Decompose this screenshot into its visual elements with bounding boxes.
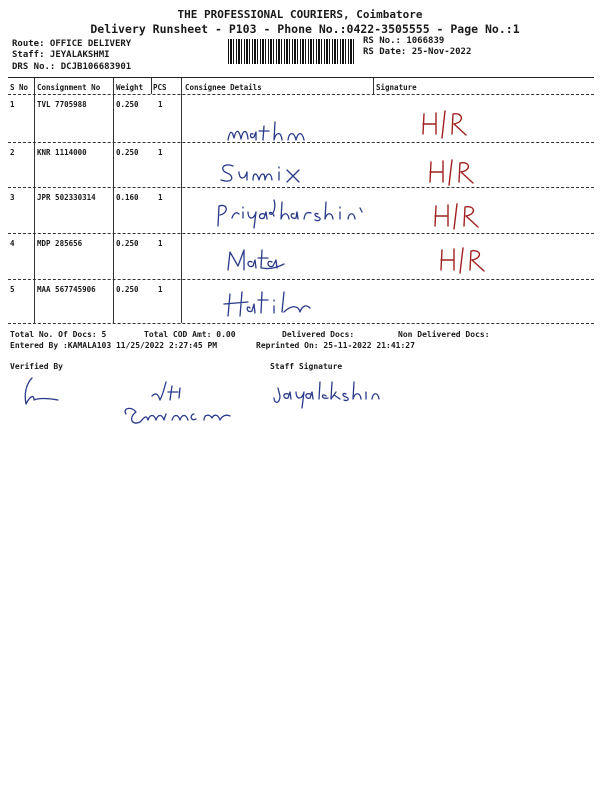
row-divider xyxy=(8,233,594,234)
row-sno: 2 xyxy=(10,148,15,157)
consignee-handwriting xyxy=(220,116,330,144)
table-bottom-rule xyxy=(8,323,594,324)
row-divider xyxy=(8,187,594,188)
drs-number: DRS No.: DCJB106683901 xyxy=(12,62,132,72)
row-consignment: KNR 1114000 xyxy=(37,148,87,157)
signature-handwriting xyxy=(425,158,485,186)
row-consignment: MAA 567745906 xyxy=(37,285,96,294)
row-divider xyxy=(8,279,594,280)
row-consignment: MDP 285656 xyxy=(37,239,83,248)
runsheet-subtitle: Delivery Runsheet - P103 - Phone No.:0422-3505555 - Page No.:1 xyxy=(90,22,520,36)
row-weight: 0.160 xyxy=(116,193,139,202)
rs-number: RS No.: 1066839 xyxy=(363,36,445,46)
verified-by-label: Verified By xyxy=(10,362,63,371)
rs-date: RS Date: 25-Nov-2022 xyxy=(363,47,472,57)
row-pcs: 1 xyxy=(158,193,163,202)
row-pcs: 1 xyxy=(158,239,163,248)
column-divider xyxy=(181,78,182,323)
row-consignment: TVL 7705988 xyxy=(37,100,87,109)
signature-handwriting xyxy=(430,202,490,230)
route-label: Route: OFFICE DELIVERY xyxy=(12,39,132,49)
reprinted-on: Reprinted On: 25-11-2022 21:41:27 xyxy=(256,341,415,350)
column-divider xyxy=(34,78,35,323)
col-header-signature: Signature xyxy=(376,83,417,92)
col-header-weight: Weight xyxy=(116,83,144,92)
consignee-handwriting xyxy=(220,286,340,320)
col-header-consignee: Consignee Details xyxy=(185,83,262,92)
row-weight: 0.250 xyxy=(116,148,139,157)
signature-handwriting xyxy=(436,246,496,274)
header-rule xyxy=(8,94,594,95)
row-sno: 1 xyxy=(10,100,15,109)
row-pcs: 1 xyxy=(158,285,163,294)
row-weight: 0.250 xyxy=(116,100,139,109)
consignee-handwriting xyxy=(222,244,302,274)
row-weight: 0.250 xyxy=(116,285,139,294)
staff-signature xyxy=(270,378,390,414)
row-pcs: 1 xyxy=(158,100,163,109)
total-cod: Total COD Amt: 0.00 xyxy=(144,330,236,339)
consignee-handwriting xyxy=(212,198,382,230)
column-divider xyxy=(113,78,114,323)
non-delivered-docs: Non Delivered Docs: xyxy=(398,330,490,339)
row-consignment: JPR 502330314 xyxy=(37,193,96,202)
row-pcs: 1 xyxy=(158,148,163,157)
staff-signature-label: Staff Signature xyxy=(270,362,343,371)
company-title: THE PROFESSIONAL COURIERS, Coimbatore xyxy=(177,8,423,21)
total-docs: Total No. Of Docs: 5 xyxy=(10,330,107,339)
row-sno: 4 xyxy=(10,239,15,248)
staff-label: Staff: JEYALAKSHMI xyxy=(12,50,110,60)
delivered-docs: Delivered Docs: xyxy=(282,330,355,339)
table-top-rule xyxy=(8,77,594,78)
row-weight: 0.250 xyxy=(116,239,139,248)
column-divider xyxy=(373,78,374,94)
barcode xyxy=(228,39,354,64)
verifier-signature xyxy=(18,374,68,410)
col-header-sno: S No xyxy=(10,83,29,92)
consignee-handwriting xyxy=(215,158,325,186)
entered-by: Entered By :KAMALA103 11/25/2022 2:27:45 PM xyxy=(10,341,218,350)
column-divider xyxy=(151,78,152,94)
verifier-signature xyxy=(118,378,238,434)
row-sno: 5 xyxy=(10,285,15,294)
signature-handwriting xyxy=(418,108,478,140)
row-sno: 3 xyxy=(10,193,15,202)
col-header-pcs: PCS xyxy=(153,83,167,92)
col-header-consignment: Consignment No xyxy=(37,83,101,92)
